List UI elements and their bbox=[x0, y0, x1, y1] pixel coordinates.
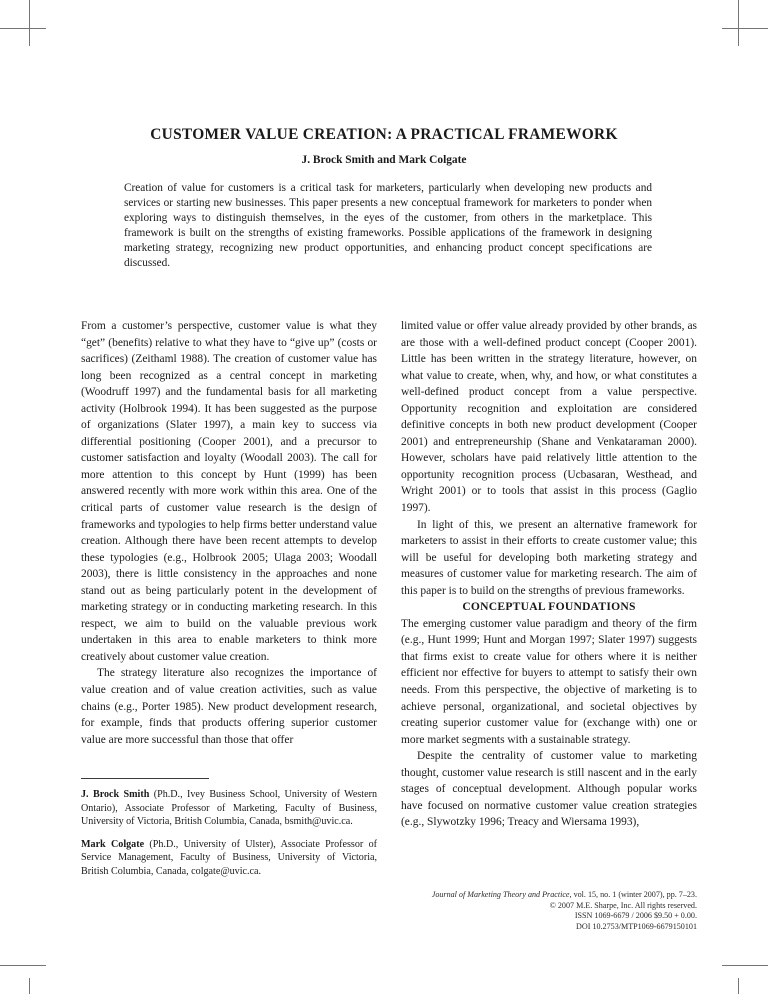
paragraph: In light of this, we present an alternative framework for marketers to assist in their efforts to create customer value; this will be useful for developing both marketing strategy and measures of customer value for marketing research. The aim of this paper is to build on the strengths of previous frameworks. bbox=[401, 518, 697, 597]
body-column-left bbox=[81, 318, 377, 748]
paper-abstract: Creation of value for customers is a critical task for marketers, particularly when developing new products and services or starting new businesses. This paper presents a new conceptual framework for marketers to ponder when exploring ways to distinguish themselves, in the eyes of the customer, from others in the marketplace. This framework is built on the strengths of existing frameworks. Possible applications of the framework in designing marketing strategy, recognizing new product opportunities, and enhancing product concept specifications are discussed. bbox=[124, 182, 652, 270]
journal-citation-line bbox=[401, 890, 697, 901]
journal-copyright: © 2007 M.E. Sharpe, Inc. All rights reserved. bbox=[549, 900, 697, 910]
crop-mark-bottom-left-horizontal bbox=[0, 965, 46, 966]
journal-citation: , vol. 15, no. 1 (winter 2007), pp. 7–23. bbox=[569, 890, 697, 899]
journal-doi: DOI 10.2753/MTP1069-6679150101 bbox=[576, 921, 697, 931]
author-bio-text: (Ph.D., Ivey Business School, University of Western Ontario), Associate Professor of Marketing, Faculty of Business, University of Victoria, British Columbia, Canada, bsmith@uvic.ca. bbox=[81, 789, 377, 827]
journal-issn: ISSN 1069-6679 / 2006 $9.50 + 0.00. bbox=[574, 911, 697, 921]
author-bio bbox=[81, 788, 377, 829]
author-bio-name: Mark Colgate bbox=[81, 838, 145, 850]
crop-mark-bottom-left-vertical bbox=[29, 978, 30, 994]
author-bio-text: (Ph.D., University of Ulster), Associate Professor of Service Management, Faculty of Business, University of Victoria, British Columbia, Canada, colgate@uvic.ca. bbox=[81, 838, 377, 877]
section-heading: CONCEPTUAL FOUNDATIONS bbox=[462, 600, 636, 614]
crop-mark-bottom-right-vertical bbox=[738, 978, 739, 994]
journal-copyright-block bbox=[401, 890, 697, 932]
crop-mark-top-left-vertical bbox=[29, 0, 30, 46]
crop-mark-top-left-horizontal bbox=[0, 28, 46, 29]
crop-mark-bottom-right-horizontal bbox=[722, 965, 768, 966]
author-bio bbox=[81, 838, 377, 879]
paragraph: From a customer’s perspective, customer value is what they “get” (benefits) relative to what they have to “give up” (costs or sacrifices) (Zeithaml 1988). The creation of customer value has long been recognized as a central concept in marketing (Woodruff 1997) and the fundamental basis for all marketing activity (Holbrook 1994). It has been suggested as the purpose of organizations (Slater 1997), a main key to success via differential positioning (Cooper 2001), and a precursor to customer satisfaction and loyalty (Woodall 2003). The call for more attention to this concept by Hunt (1999) has been answered recently with more work within this area. One of the critical parts of customer value research is the design of frameworks and typologies to help firms better understand value creation. Although there have been recent attempts to develop these typologies (e.g., Holbrook 2005; Ulaga 2003; Woodall 2003), there is little consistency in the approaches and none stand out as being particularly potent in the development of marketing strategy or in conducting marketing research. In this respect, we aim to build on the valuable previous work undertaken in this area to enable marketers to think more creatively about customer value creation. bbox=[81, 320, 377, 663]
paper-authors: J. Brock Smith and Mark Colgate bbox=[301, 154, 467, 166]
body-column-right bbox=[401, 318, 697, 831]
crop-mark-top-right-vertical bbox=[738, 0, 739, 46]
journal-name: Journal of Marketing Theory and Practice bbox=[431, 890, 570, 899]
footnote-rule bbox=[81, 778, 209, 779]
author-footnote bbox=[81, 778, 377, 878]
author-bio-name: J. Brock Smith bbox=[81, 789, 150, 800]
paragraph: The emerging customer value paradigm and theory of the firm (e.g., Hunt 1999; Hunt and Morgan 1997; Slater 1997) suggests that firms exist to create value for others where it is neither efficient nor effective for buyers to attempt to satisfy their own needs. From this perspective, the objective of marketing is to achieve personal, organizational, and societal objectives by creating superior customer value for (exchange with) one or more market segments with a sustainable strategy. bbox=[401, 617, 697, 746]
paper-title: CUSTOMER VALUE CREATION: A PRACTICAL FRAMEWORK bbox=[150, 126, 618, 143]
paragraph: The strategy literature also recognizes the importance of value creation and of value creation activities, such as value chains (e.g., Porter 1985). New product development research, for example, finds that products offering superior customer value are more successful than those that offer bbox=[81, 667, 377, 746]
paragraph: limited value or offer value already provided by other brands, as are those with a well-defined product concept (Cooper 2001). Little has been written in the strategy literature, however, on what value to create, when, why, and how, or what constitutes a well-defined product concept from a value perspective. Opportunity recognition and exploitation are considered definitive concepts in both new product development (Cooper 2001) and entrepreneurship (Shane and Venkataraman 2000). However, scholars have paid relatively little attention to the opportunity recognition process (Ucbasaran, Westhead, and Wright 2001) or to tools that assist in this process (Gaglio 1997). bbox=[401, 320, 697, 515]
paragraph: Despite the centrality of customer value to marketing thought, customer value research is still nascent and in the early stages of conceptual development. Although popular works have focused on normative customer value creation strategies (e.g., Slywotzky 1996; Treacy and Wiersama 1993), bbox=[401, 750, 697, 829]
crop-mark-top-right-horizontal bbox=[722, 28, 768, 29]
